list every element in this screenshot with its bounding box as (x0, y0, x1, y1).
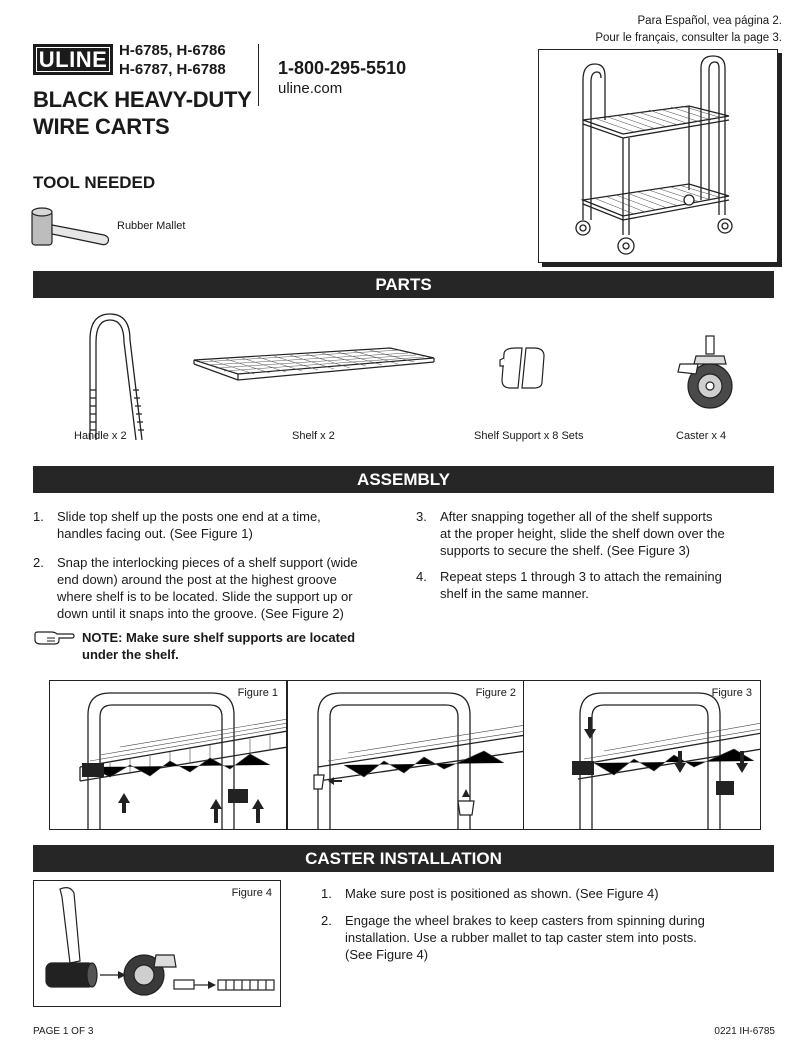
figure-4-drawing (34, 881, 281, 1007)
shelf-icon (190, 340, 440, 392)
step-number: 1. (33, 509, 44, 524)
rubber-mallet-label: Rubber Mallet (117, 220, 186, 232)
website: uline.com (278, 80, 343, 97)
pointing-hand-icon (33, 630, 75, 646)
step-line: Repeat steps 1 through 3 to attach the remaining (440, 569, 722, 584)
step-line: Snap the interlocking pieces of a shelf support (wide (57, 555, 358, 570)
title-line-2: WIRE CARTS (33, 114, 170, 139)
step-text (345, 885, 659, 902)
step-line: After snapping together all of the shelf supports (440, 509, 713, 524)
figure-label: Figure 3 (711, 687, 752, 699)
step-line: end down) around the post at the highest groove (57, 572, 337, 587)
page-number: PAGE 1 OF 3 (33, 1026, 94, 1037)
step-line: Slide top shelf up the posts one end at a time, (57, 509, 321, 524)
note-line: under the shelf. (82, 647, 179, 662)
french-reference: Pour le français, consulter la page 3. (595, 32, 782, 44)
shelf-label: Shelf x 2 (292, 430, 335, 442)
cart-illustration (538, 49, 778, 263)
document-code: 0221 IH-6785 (714, 1026, 775, 1037)
uline-logo: ULINE (33, 44, 113, 75)
caster-label: Caster x 4 (676, 430, 727, 442)
step-number: 3. (416, 509, 427, 524)
step-line: Engage the wheel brakes to keep casters from spinning during (345, 913, 705, 928)
handle-label: Handle x 2 (74, 430, 127, 442)
model-line-2: H-6787, H-6788 (119, 61, 226, 78)
figure-3 (523, 680, 761, 830)
figure-2 (287, 680, 525, 830)
figure-label: Figure 4 (231, 887, 272, 899)
model-line-1: H-6785, H-6786 (119, 42, 226, 59)
step-text (57, 554, 358, 622)
assembly-heading: ASSEMBLY (33, 466, 774, 493)
step-line: Make sure post is positioned as shown. (See Figure 4) (345, 886, 659, 901)
figure-3-drawing (524, 681, 761, 830)
figure-4 (33, 880, 281, 1007)
step-text (345, 912, 705, 963)
step-line: shelf in the same manner. (440, 586, 589, 601)
shelf-support-label: Shelf Support x 8 Sets (474, 430, 584, 442)
figure-label: Figure 1 (237, 687, 278, 699)
assembly-note (82, 629, 382, 663)
step-number: 2. (33, 555, 44, 570)
step-line: installation. Use a rubber mallet to tap caster stem into posts. (345, 930, 697, 945)
parts-heading: PARTS (33, 271, 774, 298)
step-number: 2. (321, 913, 332, 928)
spanish-reference: Para Español, vea página 2. (637, 15, 782, 27)
figure-2-drawing (288, 681, 525, 830)
step-line: supports to secure the shelf. (See Figure 3) (440, 543, 691, 558)
figure-label: Figure 2 (475, 687, 516, 699)
step-line: (See Figure 4) (345, 947, 429, 962)
caster-installation-heading: CASTER INSTALLATION (33, 845, 774, 872)
step-number: 1. (321, 886, 332, 901)
step-line: where shelf is to be located. Slide the support up or (57, 589, 353, 604)
tool-needed-heading: TOOL NEEDED (33, 173, 156, 192)
step-line: down until it snaps into the groove. (See Figure 2) (57, 606, 344, 621)
shelf-support-icon (496, 344, 552, 392)
cart-drawing (539, 50, 779, 264)
step-line: at the proper height, slide the shelf down over the (440, 526, 725, 541)
step-text (57, 508, 321, 542)
document-title (33, 86, 251, 140)
step-number: 4. (416, 569, 427, 584)
header-divider (258, 44, 259, 106)
note-line: NOTE: Make sure shelf supports are located (82, 630, 356, 645)
handle-icon (84, 310, 164, 442)
title-line-1: BLACK HEAVY-DUTY (33, 87, 252, 112)
phone-number: 1-800-295-5510 (278, 58, 407, 78)
model-numbers (119, 41, 226, 79)
step-text (440, 568, 722, 602)
figure-1-drawing (50, 681, 287, 830)
caster-icon (674, 334, 734, 414)
step-text (440, 508, 725, 559)
step-line: handles facing out. (See Figure 1) (57, 526, 253, 541)
rubber-mallet-icon (30, 205, 112, 247)
figure-1 (49, 680, 287, 830)
